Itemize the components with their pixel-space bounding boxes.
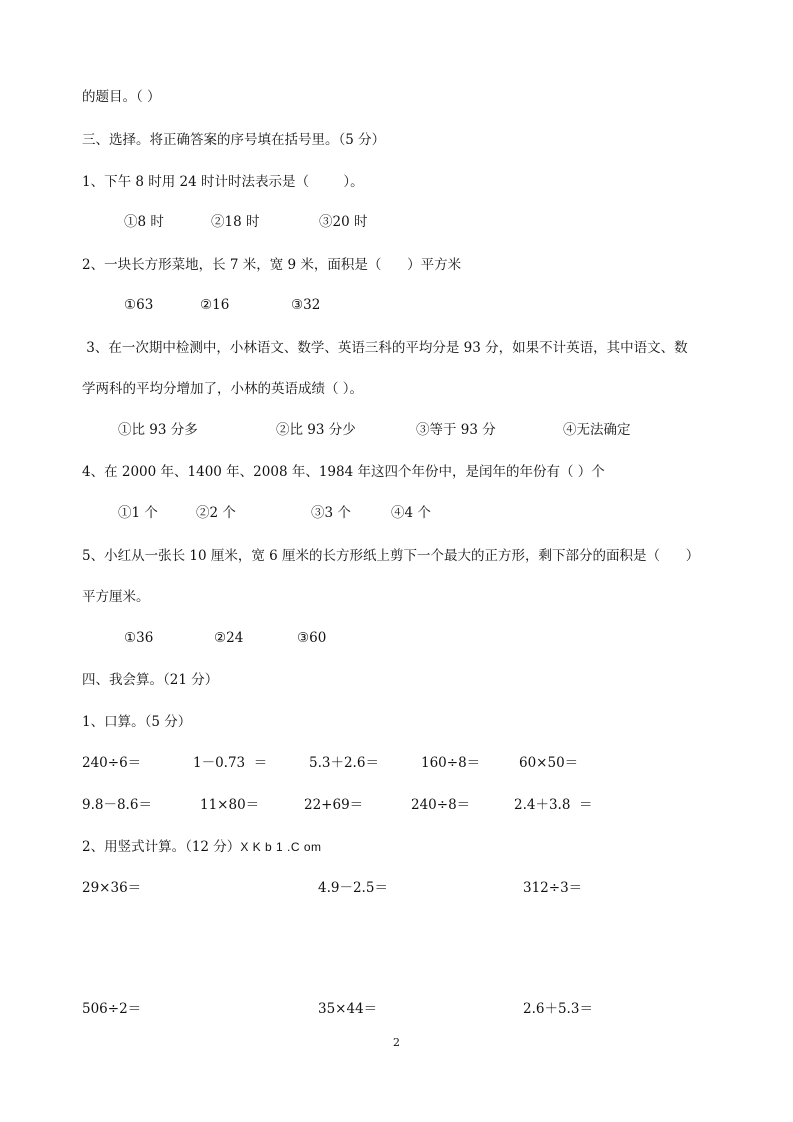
q4-option-1: ①1 个 — [118, 505, 158, 521]
vertical-r1-c1: 29×36＝ — [82, 880, 142, 896]
continued-text: 的题目。（ ） — [82, 89, 161, 105]
oral-r1-c4: 160÷8＝ — [421, 755, 481, 771]
q3-option-3: ③等于 93 分 — [416, 422, 496, 438]
vertical-r2-c3: 2.6＋5.3＝ — [523, 1001, 593, 1017]
oral-calc-title: 1、口算。（5 分） — [82, 714, 192, 730]
section-3-title: 三、选择。将正确答案的序号填在括号里。（5 分） — [82, 132, 386, 148]
oral-r2-c5: 2.4＋3.8 ＝ — [514, 797, 593, 813]
q2-option-2: ②16 — [200, 297, 230, 313]
q4-option-4: ④4 个 — [391, 505, 431, 521]
oral-r2-c2: 11×80＝ — [200, 797, 260, 813]
watermark-text: X K b 1 .C om — [240, 840, 322, 854]
q1-option-1: ①8 时 — [124, 214, 164, 230]
question-5-line-1: 5、小红从一张长 10 厘米，宽 6 厘米的长方形纸上剪下一个最大的正方形，剩下部分的面积是（ ） — [82, 548, 700, 564]
q5-option-3: ③60 — [297, 630, 327, 646]
vertical-calc-title: 2、用竖式计算。（12 分） — [82, 839, 241, 855]
vertical-r2-c2: 35×44＝ — [318, 1001, 378, 1017]
question-4: 4、在 2000 年、1400 年、2008 年、1984 年这四个年份中，是闰年的年份有（ ）个 — [82, 464, 605, 480]
page-number: 2 — [393, 1036, 400, 1049]
vertical-r1-c2: 4.9－2.5＝ — [318, 880, 388, 896]
section-4-title: 四、我会算。（21 分） — [82, 672, 219, 688]
q1-option-2: ②18 时 — [211, 214, 260, 230]
oral-r1-c2: 1－0.73 ＝ — [193, 755, 268, 771]
q2-option-1: ①63 — [124, 297, 154, 313]
oral-r1-c1: 240÷6＝ — [82, 755, 142, 771]
question-3-line-2: 学两科的平均分增加了，小林的英语成绩（ ）。 — [82, 381, 364, 397]
vertical-r1-c3: 312÷3＝ — [523, 880, 583, 896]
q3-option-1: ①比 93 分多 — [118, 422, 198, 438]
q3-option-2: ②比 93 分少 — [276, 422, 356, 438]
vertical-r2-c1: 506÷2＝ — [82, 1001, 142, 1017]
q3-option-4: ④无法确定 — [563, 422, 631, 438]
q2-option-3: ③32 — [291, 297, 321, 313]
oral-r1-c5: 60×50＝ — [519, 755, 579, 771]
question-1: 1、下午 8 时用 24 时计时法表示是（ ）。 — [82, 174, 364, 190]
q4-option-2: ②2 个 — [196, 505, 236, 521]
question-3-line-1: 3、在一次期中检测中，小林语文、数学、英语三科的平均分是 93 分，如果不计英语，其中语文、数 — [82, 340, 688, 356]
oral-r2-c1: 9.8－8.6＝ — [82, 797, 152, 813]
q5-option-1: ①36 — [124, 630, 154, 646]
oral-r2-c4: 240÷8＝ — [411, 797, 471, 813]
oral-r2-c3: 22+69＝ — [304, 797, 364, 813]
vertical-calc-title-row — [82, 838, 322, 856]
question-2: 2、一块长方形菜地，长 7 米，宽 9 米，面积是（ ）平方米 — [82, 257, 462, 273]
q1-option-3: ③20 时 — [319, 214, 368, 230]
q5-option-2: ②24 — [214, 630, 244, 646]
question-5-line-2: 平方厘米。 — [82, 589, 150, 605]
oral-r1-c3: 5.3＋2.6＝ — [309, 755, 379, 771]
q4-option-3: ③3 个 — [311, 505, 351, 521]
